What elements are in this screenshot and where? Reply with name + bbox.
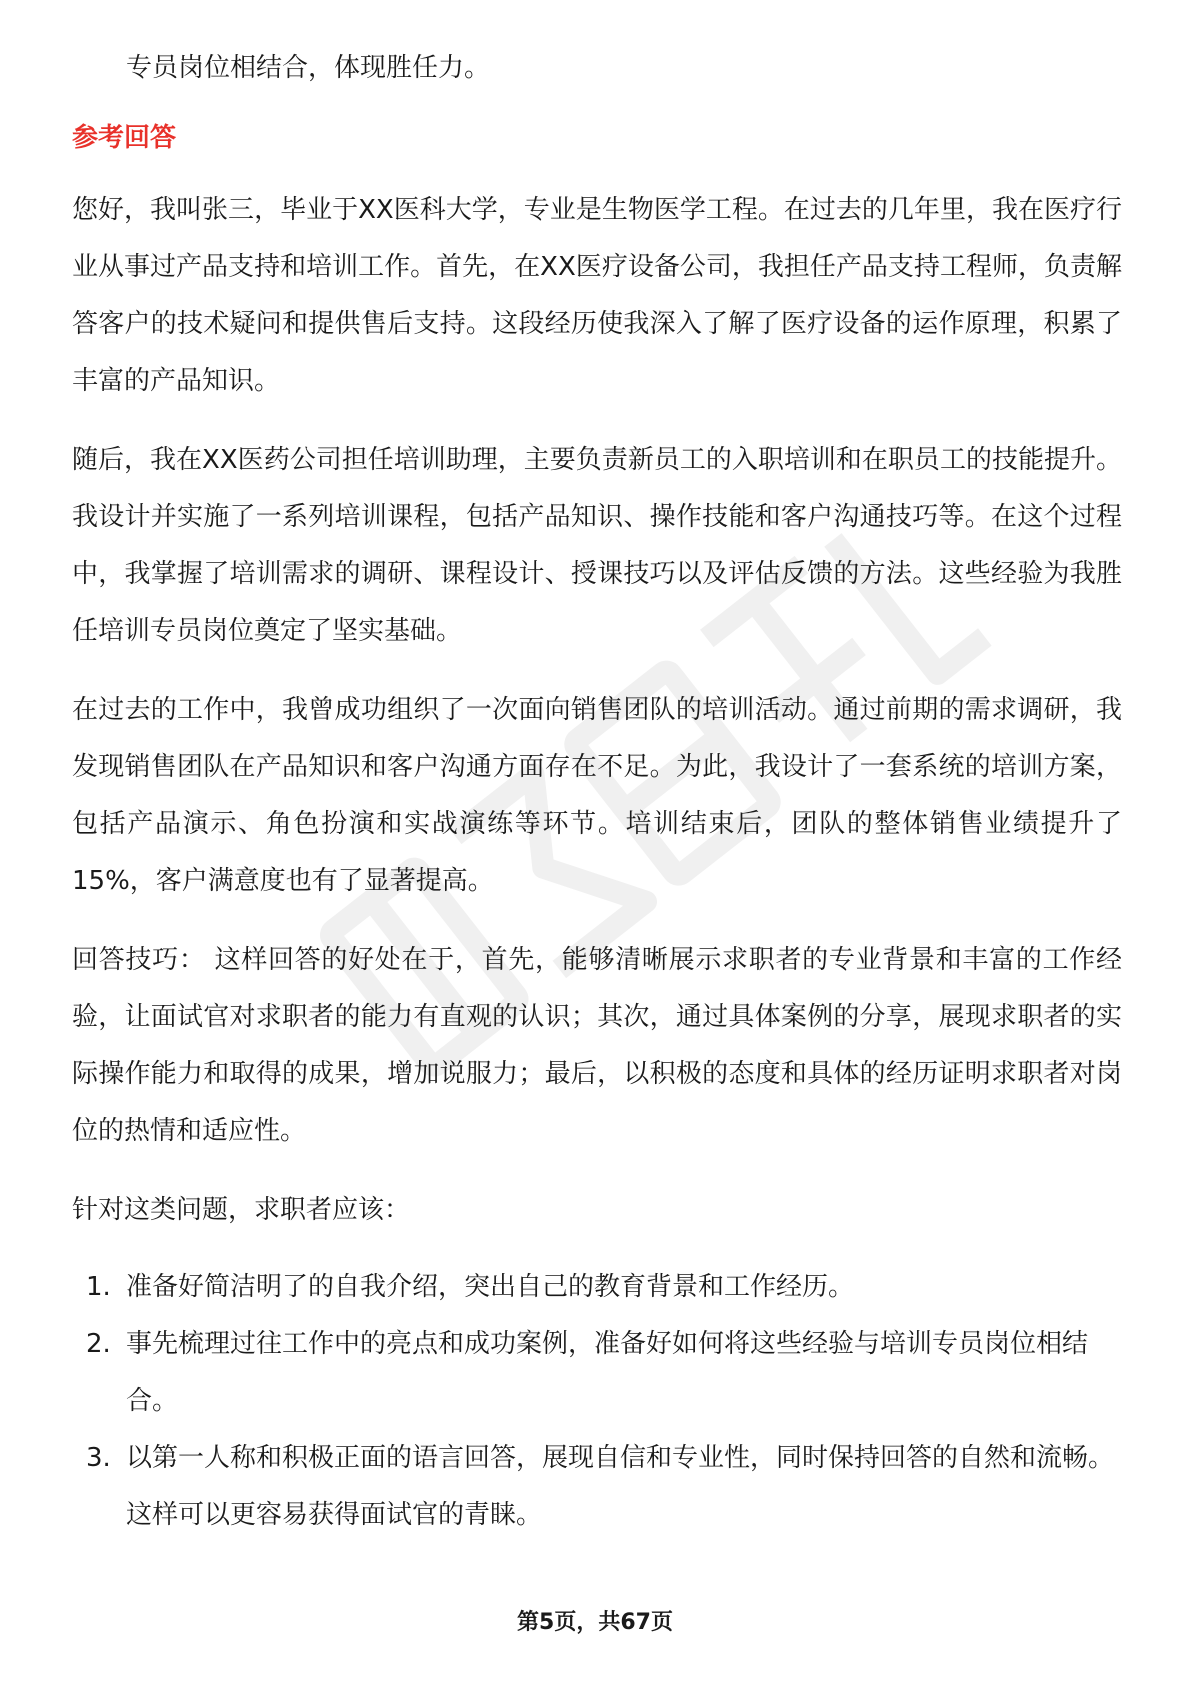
paragraph: 在过去的工作中，我曾成功组织了一次面向销售团队的培训活动。通过前期的需求调研，我发现销售团队在产品知识和客户沟通方面存在不足。为此，我设计了一套系统的培训方案，包括产品演示、角色扮演和实战演练等环节。培训结束后，团队的整体销售业绩提升了15%，客户满意度也有了显著提高。	[72, 695, 1122, 896]
list-item-text: 准备好简洁明了的自我介绍，突出自己的教育背景和工作经历。	[126, 1272, 855, 1302]
list-item	[72, 1259, 1122, 1316]
document-body	[72, 48, 1122, 1544]
paragraph: 针对这类问题，求职者应该：	[72, 1195, 411, 1225]
list-number: 1.	[86, 1272, 111, 1302]
tips-paragraph: 回答技巧： 这样回答的好处在于，首先，能够清晰展示求职者的专业背景和丰富的工作经验，让面试官对求职者的能力有直观的认识；其次，通过具体案例的分享，展现求职者的实际操作能力和取得的成果，增加说服力；最后，以积极的态度和具体的经历证明求职者对岗位的热情和适应性。	[72, 945, 1122, 1146]
paragraph: 随后，我在XX医药公司担任培训助理，主要负责新员工的入职培训和在职员工的技能提升。我设计并实施了一系列培训课程，包括产品知识、操作技能和客户沟通技巧等。在这个过程中，我掌握了培训需求的调研、课程设计、授课技巧以及评估反馈的方法。这些经验为我胜任培训专员岗位奠定了坚实基础。	[72, 445, 1122, 646]
advice-list	[72, 1259, 1122, 1544]
page-number-footer: 第5页，共67页	[517, 1610, 673, 1635]
list-number: 3.	[86, 1443, 111, 1473]
continued-text: 专员岗位相结合，体现胜任力。	[126, 53, 491, 83]
paragraph: 您好，我叫张三，毕业于XX医科大学，专业是生物医学工程。在过去的几年里，我在医疗行业从事过产品支持和培训工作。首先，在XX医疗设备公司，我担任产品支持工程师，负责解答客户的技术疑问和提供售后支持。这段经历使我深入了解了医疗设备的运作原理，积累了丰富的产品知识。	[72, 195, 1122, 396]
list-number: 2.	[86, 1329, 111, 1359]
list-item	[72, 1316, 1122, 1430]
list-item	[72, 1430, 1122, 1544]
list-item-text: 以第一人称和积极正面的语言回答，展现自信和专业性，同时保持回答的自然和流畅。这样可以更容易获得面试官的青睐。	[126, 1443, 1115, 1530]
list-item-text: 事先梳理过往工作中的亮点和成功案例，准备好如何将这些经验与培训专员岗位相结合。	[126, 1329, 1089, 1416]
section-heading: 参考回答	[72, 123, 177, 153]
